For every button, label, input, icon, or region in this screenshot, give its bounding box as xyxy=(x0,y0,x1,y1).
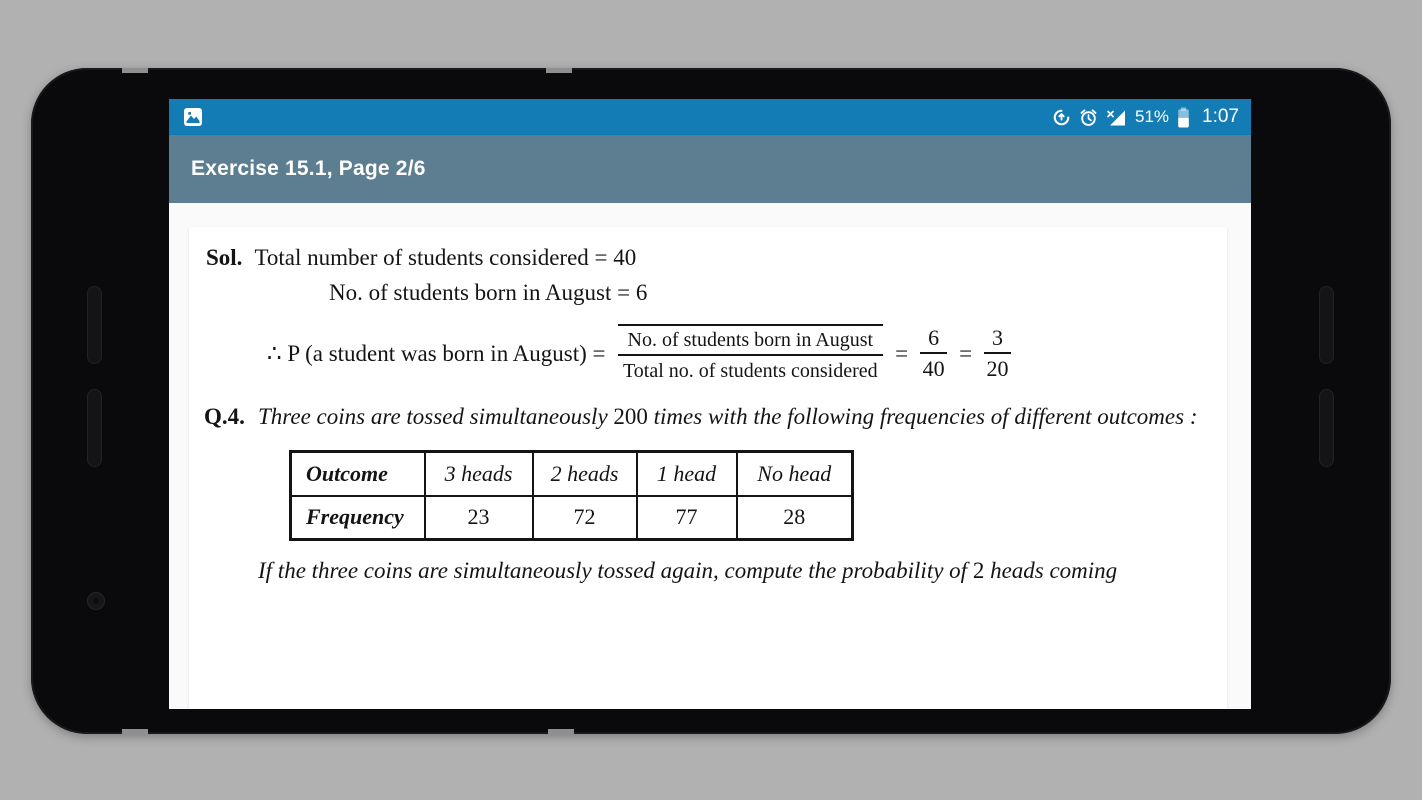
antenna-line xyxy=(122,68,148,73)
table-cell: 72 xyxy=(533,496,637,540)
battery-percent: 51% xyxy=(1134,107,1170,126)
side-button xyxy=(1319,389,1334,467)
app-bar xyxy=(169,135,1251,203)
page-title: Exercise 15.1, Page 2/6 xyxy=(191,157,426,180)
fraction-denominator: Total no. of students considered xyxy=(622,360,878,382)
question-text-number: 200 xyxy=(613,404,648,429)
equals-sign: = xyxy=(895,341,909,366)
gallery-notification-icon xyxy=(183,107,203,127)
equals-sign: = xyxy=(959,341,973,366)
solution-text-1: Total number of students considered = 40 xyxy=(254,245,637,270)
phone-frame xyxy=(31,68,1391,734)
fraction-main xyxy=(618,324,884,383)
antenna-line xyxy=(548,729,574,734)
question-text-part: If the three coins are simultaneously tossed again, compute the probability of xyxy=(258,558,973,583)
fraction-6-40 xyxy=(920,326,947,381)
table-row-label: Frequency xyxy=(291,496,425,540)
solution-line-1 xyxy=(206,227,1227,275)
table-header-row xyxy=(291,452,853,496)
question-text xyxy=(258,399,1227,434)
table-cell: 23 xyxy=(425,496,533,540)
antenna-line xyxy=(122,729,148,734)
table-cell: 77 xyxy=(637,496,737,540)
phone-screen xyxy=(169,99,1251,709)
no-signal-icon xyxy=(1106,108,1127,127)
table-header-cell: Outcome xyxy=(291,452,425,496)
fraction-numerator: No. of students born in August xyxy=(618,324,884,356)
solution-label: Sol. xyxy=(206,245,243,270)
frequency-table xyxy=(289,450,854,541)
fraction-numerator: 6 xyxy=(920,326,947,354)
question-continuation xyxy=(258,553,1213,588)
question-text-part: times with the following frequencies of different outcomes : xyxy=(647,404,1198,429)
table-header-cell: 2 heads xyxy=(533,452,637,496)
reader-content[interactable] xyxy=(169,203,1251,709)
status-bar xyxy=(169,99,1251,135)
fraction-denominator: 40 xyxy=(922,356,945,381)
status-time: 1:07 xyxy=(1202,106,1239,127)
probability-equation xyxy=(267,324,1227,383)
question-text-part: heads coming xyxy=(984,558,1118,583)
table-header-cell: No head xyxy=(737,452,853,496)
question-4 xyxy=(204,399,1227,434)
data-saver-icon xyxy=(1052,108,1071,127)
question-label: Q.4. xyxy=(204,404,245,429)
side-button xyxy=(87,286,102,364)
antenna-line xyxy=(546,68,572,73)
table-row xyxy=(291,496,853,540)
alarm-clock-icon xyxy=(1079,108,1098,127)
camera-dot xyxy=(87,592,105,610)
side-button xyxy=(1319,286,1334,364)
table-header-cell: 1 head xyxy=(637,452,737,496)
battery-icon xyxy=(1177,107,1190,128)
solution-line-2: No. of students born in August = 6 xyxy=(329,280,648,305)
side-button xyxy=(87,389,102,467)
table-header-cell: 3 heads xyxy=(425,452,533,496)
question-text-number: 2 xyxy=(972,558,985,583)
document-page xyxy=(189,227,1227,709)
question-text-part: Three coins are tossed simultaneously xyxy=(258,404,614,429)
table-cell: 28 xyxy=(737,496,853,540)
fraction-numerator: 3 xyxy=(984,326,1011,354)
fraction-denominator: 20 xyxy=(986,356,1009,381)
fraction-3-20 xyxy=(984,326,1011,381)
equation-prefix: ∴ P (a student was born in August) = xyxy=(267,341,606,366)
